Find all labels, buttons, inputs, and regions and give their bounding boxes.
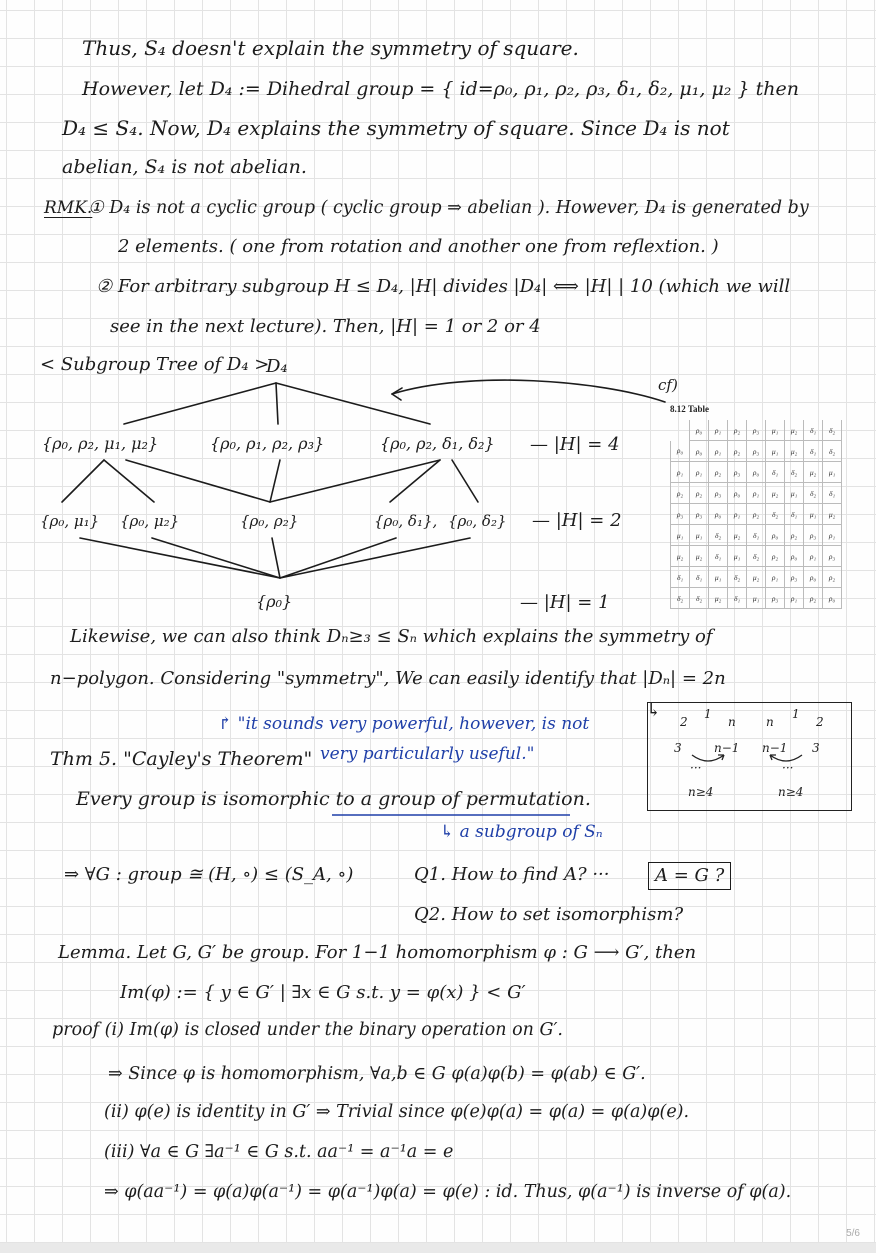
table-cell: ρ₁ [728,504,747,525]
table-header-row [671,420,842,441]
table-row-header: δ₂ [671,588,690,609]
tree-top-node: D₄ [266,356,288,377]
line-abelian: abelian, S₄ is not abelian. [62,156,307,178]
table-cell: δ₂ [728,567,747,588]
table-cell: μ₂ [728,525,747,546]
table-cell: δ₁ [785,504,804,525]
table-cell: μ₂ [823,504,842,525]
table-cell: δ₂ [690,588,709,609]
table-cell: μ₁ [823,462,842,483]
table-cell: δ₂ [785,462,804,483]
table-header-cell: ρ₀ [690,420,709,441]
ngon-right-n-1: n−1 [762,741,788,755]
ngon-right-dots: ··· [782,761,794,775]
blue-note-powerful: ↱ "it sounds very powerful, however, is not [218,714,590,734]
blue-note-useful: very particularly useful." [320,744,535,764]
table-row-header: ρ₀ [671,441,690,462]
table-cell: ρ₃ [747,441,766,462]
table-cell: δ₂ [709,525,728,546]
table-cell: ρ₃ [804,525,823,546]
table-cell: δ₁ [823,483,842,504]
table-row-header: μ₂ [671,546,690,567]
table-cell: ρ₁ [804,546,823,567]
table-header-cell: ρ₁ [709,420,728,441]
table-body [671,441,842,609]
table-cell: μ₁ [709,567,728,588]
table-cell: μ₂ [804,462,823,483]
proof-part-1: proof (i) Im(φ) is closed under the binary operation on G′. [52,1020,563,1040]
table-cell: ρ₂ [709,462,728,483]
forall-group-line: ⇒ ∀G : group ≅ (H, ∘) ≤ (S_A, ∘) [64,864,354,885]
page-footer [0,1243,876,1253]
table-cell: μ₂ [690,546,709,567]
table-cell: ρ₃ [709,483,728,504]
ngon-left-2: 2 [680,715,688,729]
question-1: Q1. How to find A? ··· [414,864,610,885]
page-number: 5/6 [846,1228,860,1239]
table-row-header: ρ₁ [671,462,690,483]
table-cell: ρ₂ [785,525,804,546]
table-cell: ρ₃ [690,504,709,525]
table-cell: ρ₀ [728,483,747,504]
table-cell: ρ₀ [690,441,709,462]
table-cell: δ₂ [823,441,842,462]
table-cell: μ₁ [766,441,785,462]
table-cell: μ₁ [804,504,823,525]
remark-1-cont: 2 elements. ( one from rotation and another one from reflextion. ) [118,236,719,257]
table-title: 8.12 Table [670,404,710,414]
order-1-label: — |H| = 1 [520,592,610,613]
table-cell: ρ₁ [709,441,728,462]
table-header-cell: ρ₂ [728,420,747,441]
table-cell: μ₂ [747,567,766,588]
question-1-box: A = G ? [648,862,731,890]
table-cell: δ₁ [709,546,728,567]
table-cell: ρ₀ [823,588,842,609]
subgroup-delta2: {ρ₀, δ₂} [448,512,507,530]
table-row [671,546,842,567]
table-cell: ρ₁ [823,525,842,546]
remark-1: ① D₄ is not a cyclic group ( cyclic group ⇒ abelian ). However, D₄ is generated by [88,198,809,218]
ngon-right-condition: n≥4 [778,785,804,799]
table-row [671,441,842,462]
table-cell: δ₁ [766,462,785,483]
order-2-label: — |H| = 2 [532,510,622,531]
table-row-header: ρ₃ [671,504,690,525]
cayley-table-d4 [670,404,870,609]
table-row [671,588,842,609]
table-header-cell: δ₁ [804,420,823,441]
remark-2: ② For arbitrary subgroup H ≤ D₄, |H| divides |D₄| ⟺ |H| | 10 (which we will [96,276,791,297]
table-cell: μ₁ [785,483,804,504]
ngon-right-3: 3 [812,741,820,755]
underline-permutation [330,812,580,818]
table-cell: δ₁ [804,441,823,462]
subgroup-rotations: {ρ₀, ρ₁, ρ₂, ρ₃} [210,434,325,453]
question-2: Q2. How to set isomorphism? [414,904,684,925]
subgroup-delta1: {ρ₀, δ₁}, [374,512,438,530]
likewise-line: Likewise, we can also think Dₙ≥₃ ≤ Sₙ which explains the symmetry of [70,626,713,647]
table-row-header: μ₁ [671,525,690,546]
table-header-cell: μ₂ [785,420,804,441]
proof-part-2: (ii) φ(e) is identity in G′ ⇒ Trivial since φ(e)φ(a) = φ(a) = φ(a)φ(e). [104,1102,690,1122]
table-cell: ρ₃ [728,462,747,483]
lemma-line: Lemma. Let G, G′ be group. For 1−1 homomorphism φ : G ⟶ G′, then [58,942,697,963]
table-cell: δ₂ [747,546,766,567]
proof-part-3: (iii) ∀a ∈ G ∃a⁻¹ ∈ G s.t. aa⁻¹ = a⁻¹a = e [104,1142,454,1162]
image-definition: Im(φ) := { y ∈ G′ | ∃x ∈ G s.t. y = φ(x) } < G′ [120,982,526,1003]
remark-2-cont: see in the next lecture). Then, |H| = 1 or 2 or 4 [110,316,541,337]
blue-note-subgroup: ↳ a subgroup of Sₙ [440,822,603,842]
ngon-left-n-1: n−1 [714,741,740,755]
table-corner [671,420,690,441]
table-row [671,567,842,588]
ngon-left-3: 3 [674,741,682,755]
every-group-line: Every group is isomorphic to a group of permutation. [76,788,591,810]
table-cell: ρ₂ [766,546,785,567]
ngon-left-dots: ··· [690,761,702,775]
table-cell: μ₂ [709,588,728,609]
table-cell: ρ₂ [823,567,842,588]
ngon-left-condition: n≥4 [688,785,714,799]
table-cell: μ₂ [785,441,804,462]
table-cell: ρ₁ [766,567,785,588]
table-row-header: δ₁ [671,567,690,588]
table-cell: ρ₃ [823,546,842,567]
proof-part-1-cont: ⇒ Since φ is homomorphism, ∀a,b ∈ G φ(a)φ(b) = φ(ab) ∈ G′. [108,1064,646,1084]
ngon-right-2: 2 [816,715,824,729]
table-cell: μ₁ [747,588,766,609]
table-cell: δ₂ [766,504,785,525]
table-cell: ρ₀ [766,525,785,546]
ngon-right-n: n [766,715,774,729]
table-cell: δ₂ [804,483,823,504]
box-arrow-icon: ↳ [646,700,662,721]
table-row [671,504,842,525]
subgroup-trivial: {ρ₀} [256,592,293,611]
table-cell: δ₁ [690,567,709,588]
table-cell: ρ₂ [747,504,766,525]
table-cell: ρ₀ [747,462,766,483]
table-cell: μ₁ [690,525,709,546]
table-cell: ρ₀ [785,546,804,567]
table-row [671,462,842,483]
table-cell: μ₂ [766,483,785,504]
n-polygon-box [647,702,852,811]
subgroup-mu: {ρ₀, ρ₂, μ₁, μ₂} [42,434,159,453]
table-cell: ρ₂ [728,441,747,462]
table-cell: ρ₂ [690,483,709,504]
table-cell: ρ₂ [804,588,823,609]
table-header-cell: δ₂ [823,420,842,441]
tree-title: < Subgroup Tree of D₄ > [40,354,270,375]
line-d4-subgroup: D₄ ≤ S₄. Now, D₄ explains the symmetry of square. Since D₄ is not [62,116,730,140]
order-4-label: — |H| = 4 [530,434,620,455]
table-cell: ρ₀ [804,567,823,588]
ngon-left-n: n [728,715,736,729]
table-cell: ρ₃ [785,567,804,588]
ngon-left-1: 1 [704,707,712,721]
subgroup-mu2: {ρ₀, μ₂} [120,512,180,530]
subgroup-mu1: {ρ₀, μ₁} [40,512,100,530]
table-cell: μ₁ [728,546,747,567]
line-however: However, let D₄ := Dihedral group = { id=ρ₀, ρ₁, ρ₂, ρ₃, δ₁, δ₂, μ₁, μ₂ } then [82,78,799,100]
table-cell: ρ₁ [690,462,709,483]
table-cell: ρ₁ [785,588,804,609]
table-row-header: ρ₂ [671,483,690,504]
line-thus: Thus, S₄ doesn't explain the symmetry of square. [82,36,579,60]
table-header-cell: μ₁ [766,420,785,441]
cf-label: cf) [658,376,678,394]
table-header-cell: ρ₃ [747,420,766,441]
subgroup-delta: {ρ₀, ρ₂, δ₁, δ₂} [380,434,495,453]
subgroup-rho2: {ρ₀, ρ₂} [240,512,299,530]
table-row [671,525,842,546]
theorem-cayley: Thm 5. "Cayley's Theorem" [50,748,313,770]
table-cell: ρ₁ [747,483,766,504]
proof-part-3-cont: ⇒ φ(aa⁻¹) = φ(a)φ(a⁻¹) = φ(a⁻¹)φ(a) = φ(e) : id. Thus, φ(a⁻¹) is inverse of φ(a). [104,1182,792,1202]
polygon-line: n−polygon. Considering "symmetry", We can easily identify that |Dₙ| = 2n [50,668,726,689]
operation-table [670,420,842,609]
table-cell: δ₁ [728,588,747,609]
table-row [671,483,842,504]
table-cell: ρ₀ [709,504,728,525]
rotation-arrows [646,700,851,810]
table-cell: ρ₃ [766,588,785,609]
rmk-label: RMK. [44,198,93,218]
table-cell: δ₁ [747,525,766,546]
ngon-right-1: 1 [792,707,800,721]
